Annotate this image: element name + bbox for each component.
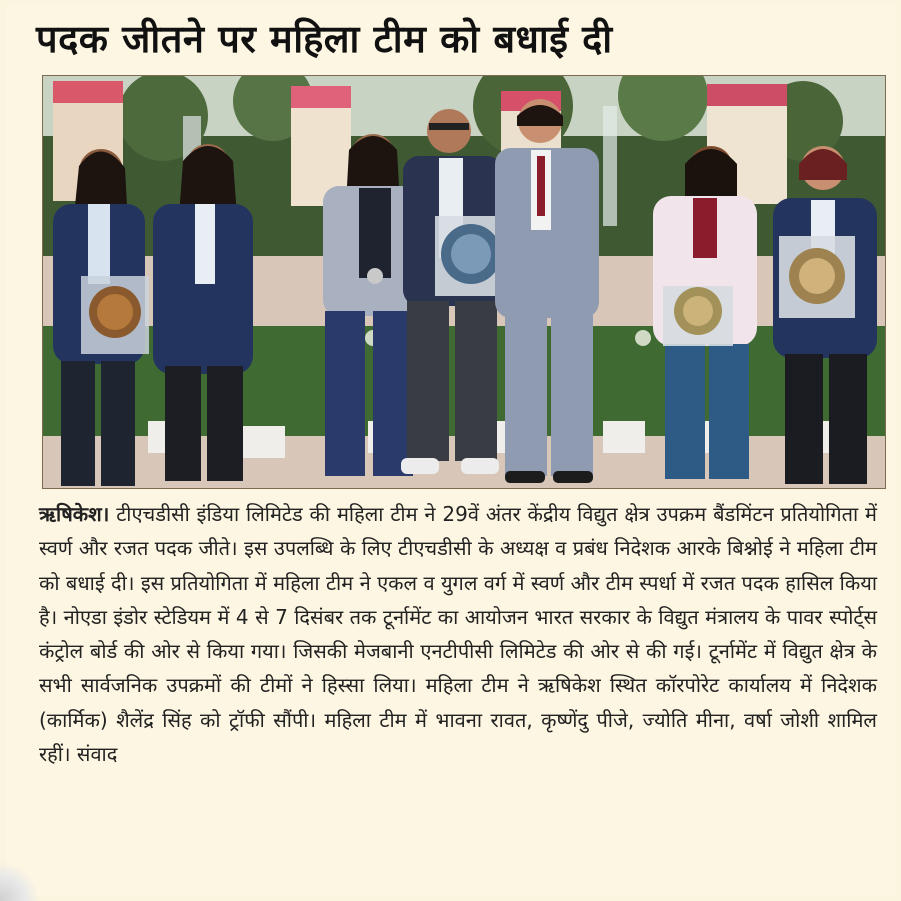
dateline: ऋषिकेश। [39, 502, 110, 526]
headline: पदक जीतने पर महिला टीम को बधाई दी [36, 17, 613, 61]
person-5 [495, 99, 599, 483]
page-curl [0, 861, 40, 901]
newspaper-clipping [6, 4, 896, 896]
news-photo [42, 75, 886, 489]
credit: संवाद [76, 742, 118, 767]
article-body [39, 497, 877, 771]
group-photo-illustration [43, 76, 885, 488]
article-text: टीएचडीसी इंडिया लिमिटेड की महिला टीम ने 29वें अंतर केंद्रीय विद्युत क्षेत्र उपक्रम बैंडमिंटन प्रतियोगिता में स्वर्ण और रजत पदक जीते। इस उपलब्धि के लिए टीएचडीसी के अध्यक्ष व प्रबंध निदेशक आरके बिश्नोई ने महिला टीम को बधाई दी। इस प्रतियोगिता में महिला टीम ने एकल व युगल वर्ग में स्वर्ण और टीम स्पर्धा में रजत पदक हासिल किया है। नोएडा इंडोर स्टेडियम में 4 से 7 दिसंबर तक टूर्नामेंट का आयोजन भारत सरकार के विद्युत मंत्रालय के पावर स्पोर्ट्स कंट्रोल बोर्ड की ओर से किया गया। जिसकी मेजबानी एनटीपीसी लिमिटेड की ओर से की गई। टूर्नामेंट में विद्युत क्षेत्र के सभी सार्वजनिक उपक्रमों की टीमों ने हिस्सा लिया। महिला टीम ने ऋषिकेश स्थित कॉरपोरेट कार्यालय में निदेशक (कार्मिक) शैलेंद्र सिंह को ट्रॉफी सौंपी। महिला टीम में भावना रावत, कृष्णेंदु पीजे, ज्योति मीना, वर्षा जोशी शामिल रहीं। [39, 502, 877, 767]
